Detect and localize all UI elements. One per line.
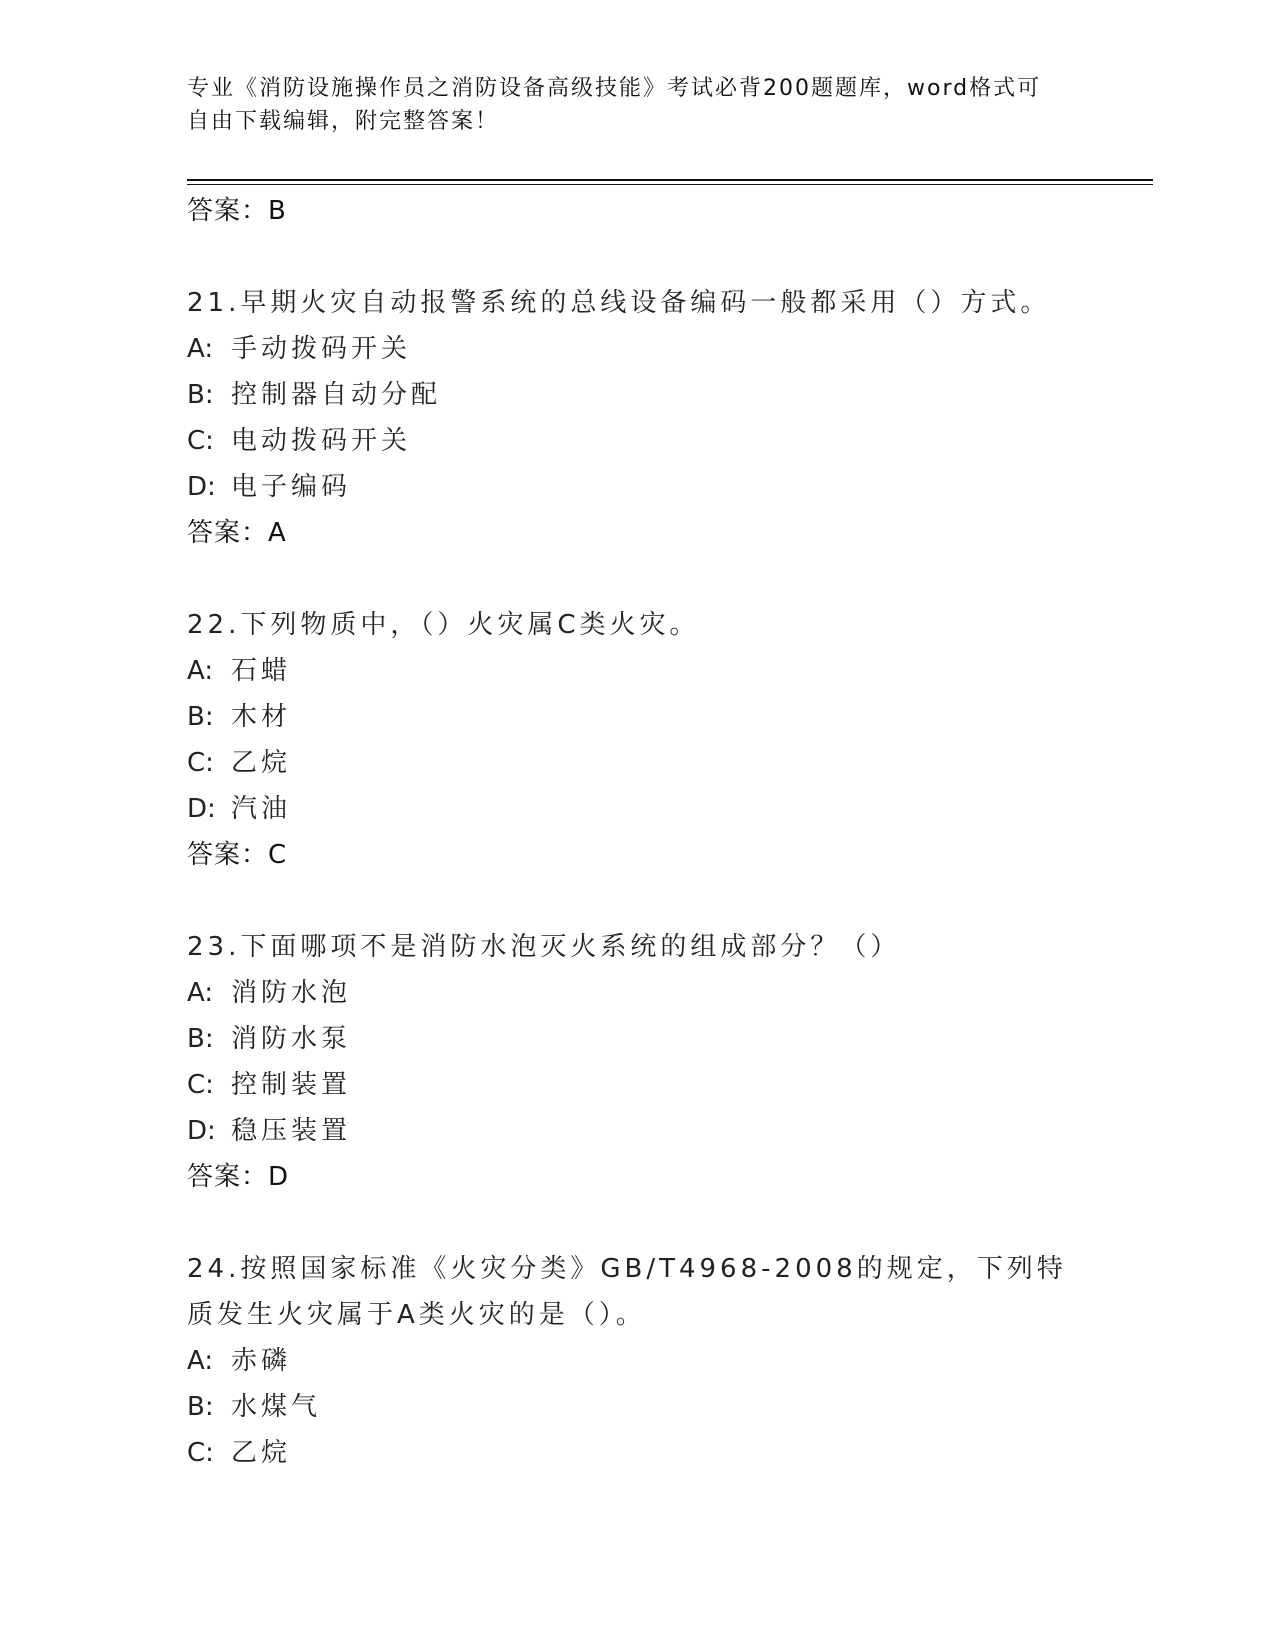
option-letter: B:	[187, 1392, 214, 1422]
question-answer: 答案：A	[187, 518, 287, 548]
option-text: 消防水泵	[231, 1024, 352, 1054]
spacer	[187, 878, 1087, 924]
option-text: 消防水泡	[231, 978, 352, 1008]
option-a	[187, 1338, 1087, 1384]
option-text: 木材	[231, 702, 292, 732]
option-c	[187, 1430, 1087, 1476]
option-b	[187, 1016, 1087, 1062]
option-text: 赤磷	[231, 1346, 292, 1376]
option-a	[187, 326, 1087, 372]
option-d	[187, 786, 1087, 832]
header-divider-thick	[187, 179, 1153, 181]
option-letter: D:	[187, 472, 216, 502]
option-b	[187, 694, 1087, 740]
option-text: 稳压装置	[231, 1116, 352, 1146]
question-stem: 22.下列物质中，（）火灾属C类火灾。	[187, 610, 700, 640]
option-text: 电子编码	[231, 472, 352, 502]
option-letter: C:	[187, 426, 214, 456]
question-block	[187, 602, 1087, 878]
option-b	[187, 1384, 1087, 1430]
option-text: 手动拨码开关	[231, 334, 412, 364]
spacer	[187, 234, 1087, 280]
option-letter: B:	[187, 702, 214, 732]
option-c	[187, 740, 1087, 786]
option-a	[187, 648, 1087, 694]
option-text: 电动拨码开关	[231, 426, 412, 456]
option-text: 水煤气	[231, 1392, 322, 1422]
question-answer: 答案：C	[187, 840, 288, 870]
header-divider-thin	[187, 184, 1153, 185]
question-block	[187, 924, 1087, 1200]
option-text: 控制器自动分配	[231, 380, 442, 410]
option-text: 乙烷	[231, 748, 292, 778]
option-letter: C:	[187, 748, 214, 778]
question-stem: 24.按照国家标准《火灾分类》GB/T4968-2008的规定，下列特质发生火灾属于A类火灾的是（）。	[187, 1254, 1067, 1330]
option-text: 乙烷	[231, 1438, 292, 1468]
option-letter: A:	[187, 656, 214, 686]
option-d	[187, 1108, 1087, 1154]
spacer	[187, 1200, 1087, 1246]
question-stem: 23.下面哪项不是消防水泡灭火系统的组成部分？（）	[187, 932, 901, 962]
option-letter: C:	[187, 1438, 214, 1468]
question-stem: 21.早期火灾自动报警系统的总线设备编码一般都采用（）方式。	[187, 288, 1051, 318]
option-d	[187, 464, 1087, 510]
option-letter: D:	[187, 794, 216, 824]
header-line-1: 专业《消防设施操作员之消防设备高级技能》考试必背200题题库，word格式可	[187, 76, 1042, 101]
spacer	[187, 556, 1087, 602]
option-c	[187, 1062, 1087, 1108]
option-text: 石蜡	[231, 656, 292, 686]
header-line-2: 自由下载编辑，附完整答案！	[187, 109, 500, 134]
previous-answer: 答案：B	[187, 196, 287, 226]
option-letter: A:	[187, 978, 214, 1008]
option-letter: B:	[187, 380, 214, 410]
option-text: 控制装置	[231, 1070, 352, 1100]
option-letter: C:	[187, 1070, 214, 1100]
option-letter: D:	[187, 1116, 216, 1146]
option-c	[187, 418, 1087, 464]
option-text: 汽油	[231, 794, 292, 824]
question-block	[187, 1246, 1087, 1476]
option-letter: A:	[187, 1346, 214, 1376]
option-letter: B:	[187, 1024, 214, 1054]
question-answer: 答案：D	[187, 1162, 290, 1192]
question-list	[187, 188, 1087, 1476]
option-b	[187, 372, 1087, 418]
document-header	[187, 72, 1067, 138]
question-block	[187, 280, 1087, 556]
option-a	[187, 970, 1087, 1016]
option-letter: A:	[187, 334, 214, 364]
